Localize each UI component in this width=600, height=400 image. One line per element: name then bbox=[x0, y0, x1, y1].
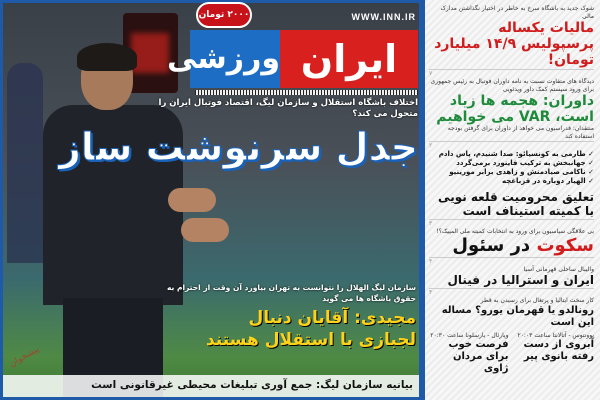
story-title: رونالدو یا قهرمان یورو؟ مساله این است bbox=[441, 304, 594, 328]
story-kicker: بی علاقگی سیاسیون برای ورود به انتخابات کمیته ملی المپیک؟! bbox=[436, 228, 594, 235]
story-kicker: ویارئال - بارسلونا ساعت ۲۰:۳۰ bbox=[430, 331, 509, 339]
coach-hand bbox=[168, 188, 216, 212]
two-stories bbox=[429, 332, 594, 376]
story-kicker: والیبال ساحلی قهرمانی آسیا bbox=[523, 265, 594, 273]
masthead-logo bbox=[166, 30, 418, 88]
title-red: سکوت bbox=[536, 234, 594, 256]
story-title: فرصت خوب برای مردان ژاوی bbox=[448, 339, 509, 374]
watermark: پیشخوان bbox=[7, 344, 42, 370]
caption-line-2: لجبازی با استقلال هستند bbox=[205, 330, 416, 350]
main-headline: جدل سرنوشت ساز bbox=[59, 125, 418, 169]
story-kicker: دیدگاه های متفاوت نسبت به نامه داوران فوتبال به رئیس جمهوری برای ورود سیستم کمک داور ویدئویی bbox=[430, 78, 594, 93]
story-title bbox=[429, 236, 594, 256]
page-number: ۴ bbox=[429, 257, 594, 265]
side-column bbox=[422, 0, 600, 400]
page-number: ۲ bbox=[429, 141, 594, 149]
barcode bbox=[195, 90, 418, 95]
news-list bbox=[429, 150, 594, 186]
caption-block bbox=[150, 282, 416, 351]
page-number: ۴ bbox=[429, 288, 594, 296]
story-title: تعلیق محرومیت قلعه نویی با کمیته استیناف است bbox=[438, 190, 594, 218]
story-title: آبروی از دست رفته بانوی پیر bbox=[523, 339, 594, 362]
logo-part-2: ورزشی bbox=[166, 41, 280, 76]
list-item: ✓ جهانبخش به ترکیب فاینورد برمی‌گردد bbox=[429, 159, 594, 168]
list-item: ✓ الهیار دوباره در قزباغچه bbox=[429, 177, 594, 186]
story-sub: منتقدان: فدراسیون می خواهد از داوران برای گرفتن بودجه استفاده کند bbox=[447, 125, 594, 140]
logo-part-1: ایران bbox=[280, 30, 418, 88]
bottom-headline: بیانیه سازمان لیگ: جمع آوری تبلیغات محیطی غیرقانونی است bbox=[3, 375, 419, 397]
price-badge: ۲۰۰۰ تومان bbox=[196, 2, 252, 28]
story-title: مالیات یکساله پرسپولیس ۱۴/۹ میلیارد تومان! bbox=[434, 20, 594, 68]
website-url: WWW.INN.IR bbox=[351, 12, 416, 22]
caption-big bbox=[150, 307, 416, 351]
caption-line-1: مجیدی: آقایان دنبال bbox=[248, 308, 416, 328]
main-kicker: اختلاف باشگاه استقلال و سازمان لیگ، اقتصاد فوتبال ایران را متحول می کند؟ bbox=[158, 98, 418, 119]
page-number: ۳ bbox=[429, 219, 594, 227]
story-title: ایران و استرالیا در فینال bbox=[447, 273, 594, 287]
story-kicker: شوک جدید به باشگاه سرخ به خاطر در اختیار نگذاشتن مدارک مالی bbox=[440, 5, 594, 20]
list-item: ✓ ناکامی صیادمنش و زاهدی برابر مورینیو bbox=[429, 168, 594, 177]
title-black: در سئول bbox=[452, 234, 531, 256]
caption-small: سازمان لیگ الهلال را نتوانست به تهران بیاورد آن وقت از احترام به حقوق باشگاه ها می گوید bbox=[166, 283, 416, 303]
story-title: داوران: هجمه ها زیاد است، VAR می خواهیم bbox=[436, 93, 594, 125]
story-kicker: یوونتوس - آتالانتا ساعت ۲۰:۰۳ bbox=[517, 331, 594, 339]
story-kicker: کار سخت ایتالیا و پرتغال برای رسیدن به قطر bbox=[480, 297, 594, 304]
page-number: ۷ bbox=[429, 69, 594, 77]
coach-hand bbox=[181, 218, 229, 242]
list-item: ✓ طارمی به کونسیائو: صدا شنیدم، پاس دادم bbox=[429, 150, 594, 159]
